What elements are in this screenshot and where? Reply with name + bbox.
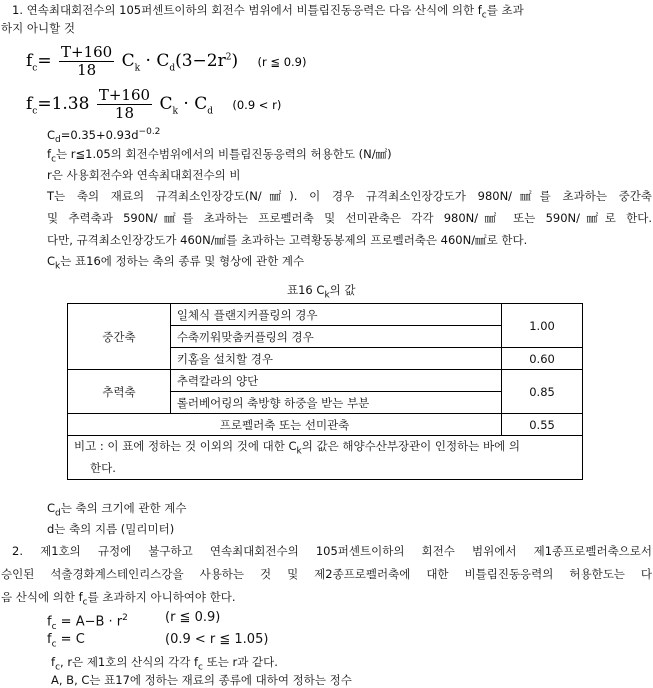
def-fc-r: $f_c$, r은 제1호의 산식의 각각 $f_c$ 또는 r과 같다. <box>51 655 278 673</box>
row-keyway: 키홈을 설치할 경우 <box>170 348 501 370</box>
para1-line2: 하지 아니할 것 <box>1 21 75 35</box>
def-abc: A, B, C는 표17에 정하는 재료의 종류에 대하여 정하는 정수 <box>51 673 352 687</box>
row-propeller-shaft: 프로펠러축 또는 선미관축 <box>68 414 502 436</box>
formula-4-condition: (0.9 < r ≦ 1.05) <box>165 632 269 647</box>
formula-3: $f_c = A-B \cdot r^2$ <box>47 613 128 632</box>
row-shrink-fit: 수축끼워맞춤커플링의 경우 <box>170 326 501 348</box>
formula-3-condition: (r ≦ 0.9) <box>165 610 221 625</box>
row-roller-bearing: 롤러베어링의 축방향 하중을 받는 부분 <box>170 392 501 414</box>
table-caption: 표16 $C_k$의 값 <box>287 283 356 301</box>
formula-2-condition: (0.9 < r) <box>232 98 282 112</box>
table-row <box>68 414 583 436</box>
formula-4: $f_c = C$ <box>47 632 85 650</box>
def-cd: $C_d$는 축의 크기에 관한 계수 <box>47 501 187 519</box>
value-0-55: 0.55 <box>502 414 583 436</box>
def-t-line3: 다만, 규격최소인장강도가 460N/㎟를 초과하는 고력황동봉제의 프로펠러축은 460N/㎟로 한다. <box>47 233 528 247</box>
def-cd-formula: $C_d=0.35+0.93d^{-0.2}$ <box>47 127 161 146</box>
para1-line1: 1. 연속최대회전수의 105퍼센트이하의 회전수 범위에서 비틀림진동응력은 다음 산식에 의한 $f_c$를 초과 <box>12 3 524 21</box>
value-0-60: 0.60 <box>502 348 583 370</box>
def-t-line2: 및 추력축과 590N/㎟를 초과하는 프로펠러축 및 선미관축은 각각 980N/㎟ 또는 590N/㎟로 한다. <box>47 211 652 225</box>
formula-2: $f_c=1.38$ $\frac{T+160}{18}$ $C_k \cdot C_d$ (0.9 < r) <box>26 86 282 122</box>
ck-table <box>67 303 583 480</box>
table-note: 비고 : 이 표에 정하는 것 이외의 것에 대한 $C_k$의 값은 해양수산부장관이 인정하는 바에 의 한다. <box>68 436 583 480</box>
table-row <box>68 304 583 326</box>
formula-1-fraction: $\frac{T+160}{18}$ <box>61 43 113 79</box>
formula-1-condition: (r ≦ 0.9) <box>257 55 307 69</box>
formula-1: $f_c=$ $\frac{T+160}{18}$ $C_k \cdot C_d(3-2r^2)$ (r ≦ 0.9) <box>26 43 307 79</box>
def-fc: $f_c$는 r≦1.05의 회전수범위에서의 비틀림진동응력의 허용한도 (N/㎟) <box>47 147 392 165</box>
row-thrust-collar: 추력칼라의 양단 <box>170 370 501 392</box>
para2-line1: 2. 제1호의 규정에 불구하고 연속최대회전수의 105퍼센트이하의 회전수 범위에서 제1종프로펠러축으로서 <box>12 544 652 558</box>
table-row <box>68 370 583 392</box>
value-1-00: 1.00 <box>502 304 583 348</box>
def-t-line1: T는 축의 재료의 규격최소인장강도(N/㎟). 이 경우 규격최소인장강도가 980N/㎟를 초과하는 중간축 <box>47 189 652 203</box>
group-intermediate-shaft: 중간축 <box>68 304 171 370</box>
def-d: d는 축의 지름 (밀리미터) <box>47 522 175 536</box>
def-r: r은 사용회전수와 연속최대회전수의 비 <box>47 168 241 182</box>
formula-2-fraction: $\frac{T+160}{18}$ <box>98 86 151 122</box>
para2-line2: 승인된 석출경화계스테인리스강을 사용하는 것 및 제2종프로펠러축에 대한 비틀림진동응력의 허용한도는 다 <box>1 567 652 581</box>
row-integral-flange: 일체식 플랜지커플링의 경우 <box>170 304 501 326</box>
para2-line3: 음 산식에 의한 $f_c$를 초과하지 아니하여야 한다. <box>1 590 236 608</box>
def-ck: $C_k$는 표16에 정하는 축의 종류 및 형상에 관한 계수 <box>47 254 305 272</box>
group-thrust-shaft: 추력축 <box>68 370 171 414</box>
value-0-85: 0.85 <box>502 370 583 414</box>
table-row <box>68 436 583 480</box>
